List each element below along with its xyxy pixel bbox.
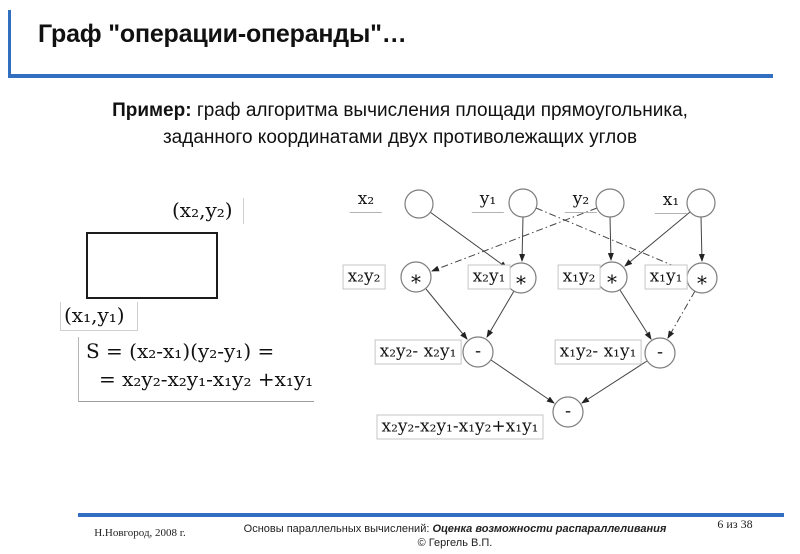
mult-label-x2y2: x₂y₂ xyxy=(343,265,386,290)
edge-x2-to-x2y1 xyxy=(430,212,507,268)
edge-x1-to-x1y1 xyxy=(701,217,702,261)
mult-op-1: * xyxy=(411,270,421,294)
edge-x1y1-to-sub2 xyxy=(668,291,695,338)
result-op: - xyxy=(564,400,572,422)
mult-op-4: * xyxy=(697,271,707,295)
edge-x2y1-to-sub1 xyxy=(487,291,514,337)
subtitle-lead: Пример: xyxy=(112,100,192,121)
formula-line-1: S = (x₂-x₁)(y₂-y₁) = xyxy=(86,339,275,363)
footer-course-line xyxy=(200,522,710,536)
page-number: 6 из 38 xyxy=(717,517,753,531)
mult-label-x1y2: x₁y₂ xyxy=(558,265,601,290)
sub-op-1: - xyxy=(474,340,482,362)
edge-x1y2-to-sub2 xyxy=(620,290,651,339)
input-label-y2: y₂ xyxy=(565,189,597,213)
sub-label-right: x₁y₂- x₁y₁ xyxy=(555,340,642,365)
input-node-y2 xyxy=(596,189,624,217)
input-label-y1: y₁ xyxy=(472,189,504,213)
sub-label-left: x₂y₂- x₂y₁ xyxy=(375,340,462,365)
footer-copyright: © Гергель В.П. xyxy=(417,537,493,549)
slide-title: Граф "операции-операнды"… xyxy=(38,20,407,48)
footer-location: Н.Новгород, 2008 г. xyxy=(94,527,186,539)
mult-op-2: * xyxy=(516,271,526,295)
footer-line xyxy=(78,513,784,517)
rectangle-shape xyxy=(86,232,218,299)
input-node-x1 xyxy=(687,189,715,217)
input-node-y1 xyxy=(509,189,537,217)
mult-label-x1y1: x₁y₁ xyxy=(645,265,688,290)
result-label: x₂y₂-x₂y₁-x₁y₂+x₁y₁ xyxy=(376,415,543,440)
edge-y2-to-x2y2 xyxy=(432,208,597,271)
edge-y2-to-x1y2 xyxy=(610,217,611,260)
input-label-x2: x₂ xyxy=(350,189,382,213)
mult-op-3: * xyxy=(607,270,617,294)
footer-topic-name: Оценка возможности распараллеливания xyxy=(432,523,667,535)
subtitle-rest: граф алгоритма вычисления площади прямоугольника, xyxy=(191,100,688,121)
subtitle xyxy=(0,97,800,151)
subtitle-line-1 xyxy=(0,97,800,124)
input-label-x1: x₁ xyxy=(655,190,687,214)
footer-course-name: Основы параллельных вычислений: xyxy=(243,523,433,535)
sub-op-2: - xyxy=(656,341,664,363)
formula-line-2: = x₂y₂-x₂y₁-x₁y₂ +x₁y₁ xyxy=(99,367,314,391)
rect-corner-top-label: (x₂,y₂) xyxy=(170,198,244,224)
edge-x2y2-to-sub1 xyxy=(426,289,467,339)
edge-x1-to-x1y2 xyxy=(625,212,690,266)
title-underline xyxy=(8,74,773,78)
subtitle-line-2: заданного координатами двух противолежащих углов xyxy=(162,127,638,148)
title-accent-bar xyxy=(8,10,11,76)
mult-label-x2y1: x₂y₁ xyxy=(468,265,511,290)
edge-sub1-to-result xyxy=(491,360,554,403)
area-formula xyxy=(78,337,314,402)
graph-canvas xyxy=(338,180,768,450)
rect-corner-bottom-label: (x₁,y₁) xyxy=(60,302,138,331)
edge-y1-to-x2y1 xyxy=(522,217,523,261)
edge-sub2-to-result xyxy=(582,361,647,403)
input-node-x2 xyxy=(405,190,433,218)
operations-operands-graph xyxy=(338,180,768,450)
footer-course-info xyxy=(200,522,710,550)
